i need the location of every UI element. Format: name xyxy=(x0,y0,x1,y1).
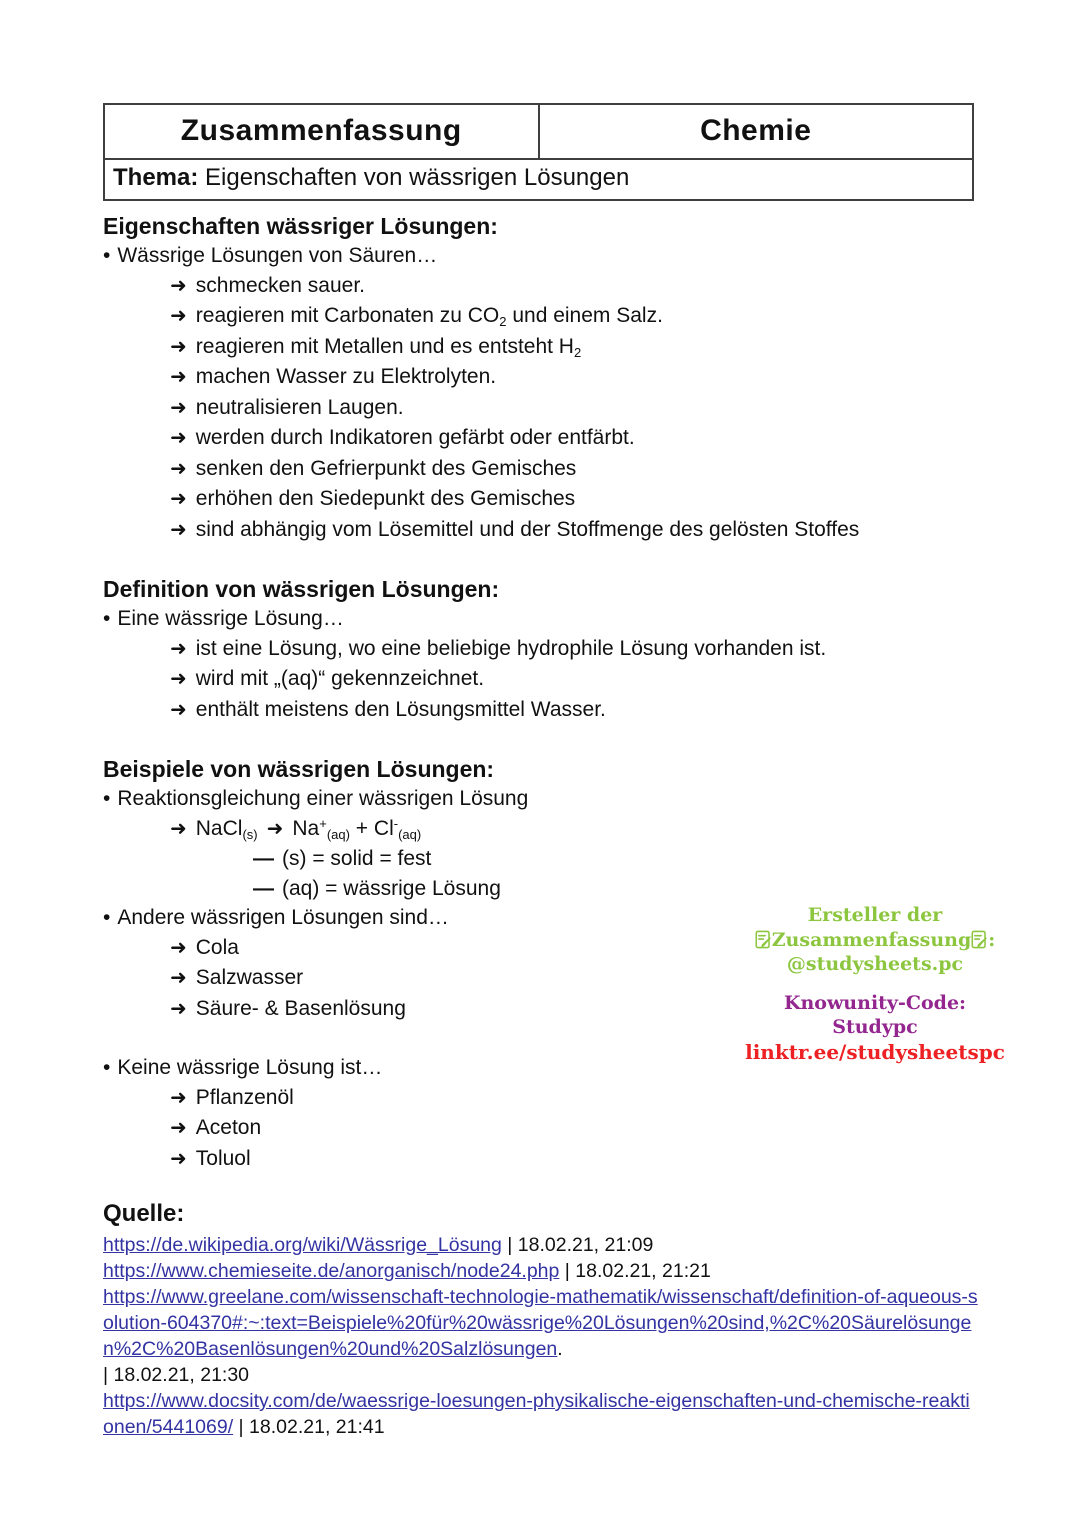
arrow-icon: ➜ xyxy=(170,518,187,541)
bullet-icon: • xyxy=(103,787,111,810)
source-entry xyxy=(103,1232,978,1258)
arrow-icon: ➜ xyxy=(170,936,187,959)
arrow-icon: ➜ xyxy=(170,668,187,690)
chem-superscript: + xyxy=(319,815,327,831)
item-text: Pflanzenöl xyxy=(195,1085,294,1109)
arrow-icon: ➜ xyxy=(170,817,187,840)
creator-line: Ersteller der xyxy=(807,904,943,926)
source-meta: | 18.02.21, 21:21 xyxy=(559,1260,711,1282)
arrow-item xyxy=(103,271,978,302)
source-entry xyxy=(103,1388,978,1440)
arrow-item xyxy=(103,1083,978,1114)
memo-icon xyxy=(755,930,772,949)
creator-line-text: Zusammenfassung xyxy=(771,928,972,951)
arrow-item xyxy=(103,634,978,665)
item-text: Säure- & Basenlösung xyxy=(195,996,406,1020)
arrow-item xyxy=(103,695,978,726)
item-text: machen Wasser zu Elektrolyten. xyxy=(195,365,497,388)
arrow-item xyxy=(103,484,978,515)
memo-icon xyxy=(971,930,988,949)
arrow-icon: ➜ xyxy=(170,637,187,660)
chem-subscript: 2 xyxy=(573,344,582,360)
source-entry xyxy=(103,1258,978,1284)
bullet-icon: • xyxy=(103,1056,111,1079)
arrow-item xyxy=(103,1113,978,1144)
spacer xyxy=(710,977,1040,991)
item-text: sind abhängig vom Lösemittel und der Stoffmenge des gelösten Stoffes xyxy=(195,517,860,541)
section-heading: Beispiele von wässrigen Lösungen: xyxy=(103,756,495,782)
section-heading: Definition von wässrigen Lösungen: xyxy=(103,576,500,602)
knowunity-code: Studypc xyxy=(832,1016,918,1038)
bullet-icon: • xyxy=(103,607,111,630)
source-link[interactable]: https://de.wikipedia.org/wiki/Wässrige_Lösung xyxy=(103,1234,502,1256)
item-text: ist eine Lösung, wo eine beliebige hydrophile Lösung vorhanden ist. xyxy=(195,636,827,660)
item-text: und einem Salz. xyxy=(506,304,663,327)
section-heading: Quelle: xyxy=(103,1200,185,1227)
document-content xyxy=(103,212,978,1440)
equation-lhs: NaCl xyxy=(195,816,243,840)
arrow-item xyxy=(103,301,978,332)
bullet-icon: • xyxy=(103,906,111,929)
arrow-item xyxy=(103,423,978,454)
chem-subscript: (s) xyxy=(242,826,258,842)
item-text: schmecken sauer. xyxy=(195,273,366,297)
arrow-item xyxy=(103,664,978,695)
bullet-item xyxy=(103,241,978,271)
reaction-equation xyxy=(103,814,978,845)
arrow-icon: ➜ xyxy=(170,274,187,297)
knowunity-code-label: Knowunity-Code: xyxy=(783,991,967,1014)
arrow-icon: ➜ xyxy=(170,967,187,989)
creator-line xyxy=(710,928,1040,953)
dash-item xyxy=(103,844,978,874)
arrow-item xyxy=(103,1144,978,1175)
thema-text: Eigenschaften von wässrigen Lösungen xyxy=(198,164,630,191)
arrow-icon: ➜ xyxy=(170,427,187,449)
arrow-item xyxy=(103,332,978,363)
thema-row xyxy=(105,160,972,199)
creator-box xyxy=(710,903,1040,1065)
item-text: Aceton xyxy=(195,1116,262,1139)
source-meta: | 18.02.21, 21:09 xyxy=(501,1234,654,1256)
item-text: erhöhen den Siedepunkt des Gemisches xyxy=(195,487,576,510)
bullet-text: Andere wässrigen Lösungen sind… xyxy=(117,906,449,929)
dash-item xyxy=(103,874,978,904)
arrow-item xyxy=(103,393,978,424)
arrow-item xyxy=(103,454,978,485)
header-table xyxy=(103,103,974,201)
bullet-item xyxy=(103,784,978,814)
linktree-link: linktr.ee/studysheetspc xyxy=(745,1039,1005,1064)
header-row xyxy=(105,105,972,160)
arrow-icon: ➜ xyxy=(170,488,187,510)
source-link[interactable]: https://www.docsity.com/de/waessrige-loesungen-physikalische-eigenschaften-und-chemische-reaktionen/5441069/ xyxy=(103,1390,970,1438)
bullet-text: Eine wässrige Lösung… xyxy=(117,607,344,630)
section-eigenschaften xyxy=(103,212,978,545)
arrow-icon: ➜ xyxy=(170,698,187,721)
arrow-icon: ➜ xyxy=(170,305,187,327)
item-text: reagieren mit Metallen und es entsteht H xyxy=(195,334,574,358)
source-entry xyxy=(103,1284,978,1388)
chem-superscript: - xyxy=(393,815,399,831)
bullet-text: Reaktionsgleichung einer wässrigen Lösung xyxy=(117,787,529,810)
arrow-icon: ➜ xyxy=(170,366,187,388)
section-definition xyxy=(103,575,978,725)
arrow-icon: ➜ xyxy=(170,396,187,419)
creator-handle: @studysheets.pc xyxy=(786,953,964,975)
source-link[interactable]: https://www.greelane.com/wissenschaft-technologie-mathematik/wissenschaft/definition-of-aqueous-solution-604370#:~:text=Beispiele%20für%20wässrige%20Lösungen%20sind,%2C%20Säurelösungen%2C%20Basenlösungen%20und%20Salzlösungen xyxy=(103,1286,978,1360)
item-text: wird mit „(aq)“ gekennzeichnet. xyxy=(195,667,485,690)
source-link[interactable]: https://www.chemieseite.de/anorganisch/node24.php xyxy=(103,1260,560,1282)
source-meta: . xyxy=(557,1338,563,1360)
dash-icon: — xyxy=(253,847,274,870)
bullet-icon: • xyxy=(103,244,111,267)
arrow-icon: ➜ xyxy=(170,1086,187,1109)
arrow-icon: ➜ xyxy=(170,1147,187,1170)
section-heading: Eigenschaften wässriger Lösungen: xyxy=(103,213,498,239)
arrow-item xyxy=(103,515,915,546)
source-meta: | 18.02.21, 21:30 xyxy=(103,1364,250,1386)
equation-plus: + xyxy=(349,816,374,840)
bullet-text: Wässrige Lösungen von Säuren… xyxy=(117,244,438,267)
arrow-item xyxy=(103,362,978,393)
item-text: (aq) = wässrige Lösung xyxy=(282,876,501,900)
chem-subscript: (aq) xyxy=(326,826,350,842)
bullet-text: Keine wässrige Lösung ist… xyxy=(117,1056,383,1079)
item-text: enthält meistens den Lösungsmittel Wasser. xyxy=(195,697,606,721)
arrow-icon: ➜ xyxy=(266,817,284,840)
thema-label: Thema: xyxy=(113,164,199,191)
item-text: Cola xyxy=(195,935,239,959)
item-text: reagieren mit Carbonaten zu CO xyxy=(195,304,500,327)
arrow-icon: ➜ xyxy=(170,997,187,1020)
item-text: werden durch Indikatoren gefärbt oder entfärbt. xyxy=(195,426,635,449)
arrow-icon: ➜ xyxy=(170,457,187,480)
equation-rhs: Cl xyxy=(373,816,394,840)
item-text: Toluol xyxy=(195,1146,251,1170)
bullet-item xyxy=(103,604,978,634)
header-cell-zusammenfassung: Zusammenfassung xyxy=(105,105,540,158)
creator-line-colon: : xyxy=(988,928,996,951)
section-quelle xyxy=(103,1199,978,1440)
arrow-icon: ➜ xyxy=(170,335,187,358)
item-text: senken den Gefrierpunkt des Gemisches xyxy=(195,456,577,480)
source-meta: | 18.02.21, 21:41 xyxy=(233,1416,385,1438)
arrow-icon: ➜ xyxy=(170,1117,187,1139)
chem-subscript: (aq) xyxy=(398,826,422,842)
item-text: Salzwasser xyxy=(195,966,304,989)
equation-rhs: Na xyxy=(292,816,320,840)
header-cell-chemie: Chemie xyxy=(700,114,812,147)
dash-icon: — xyxy=(253,876,274,900)
item-text: (s) = solid = fest xyxy=(282,847,432,870)
chem-subscript: 2 xyxy=(499,314,507,329)
item-text: neutralisieren Laugen. xyxy=(195,395,404,419)
